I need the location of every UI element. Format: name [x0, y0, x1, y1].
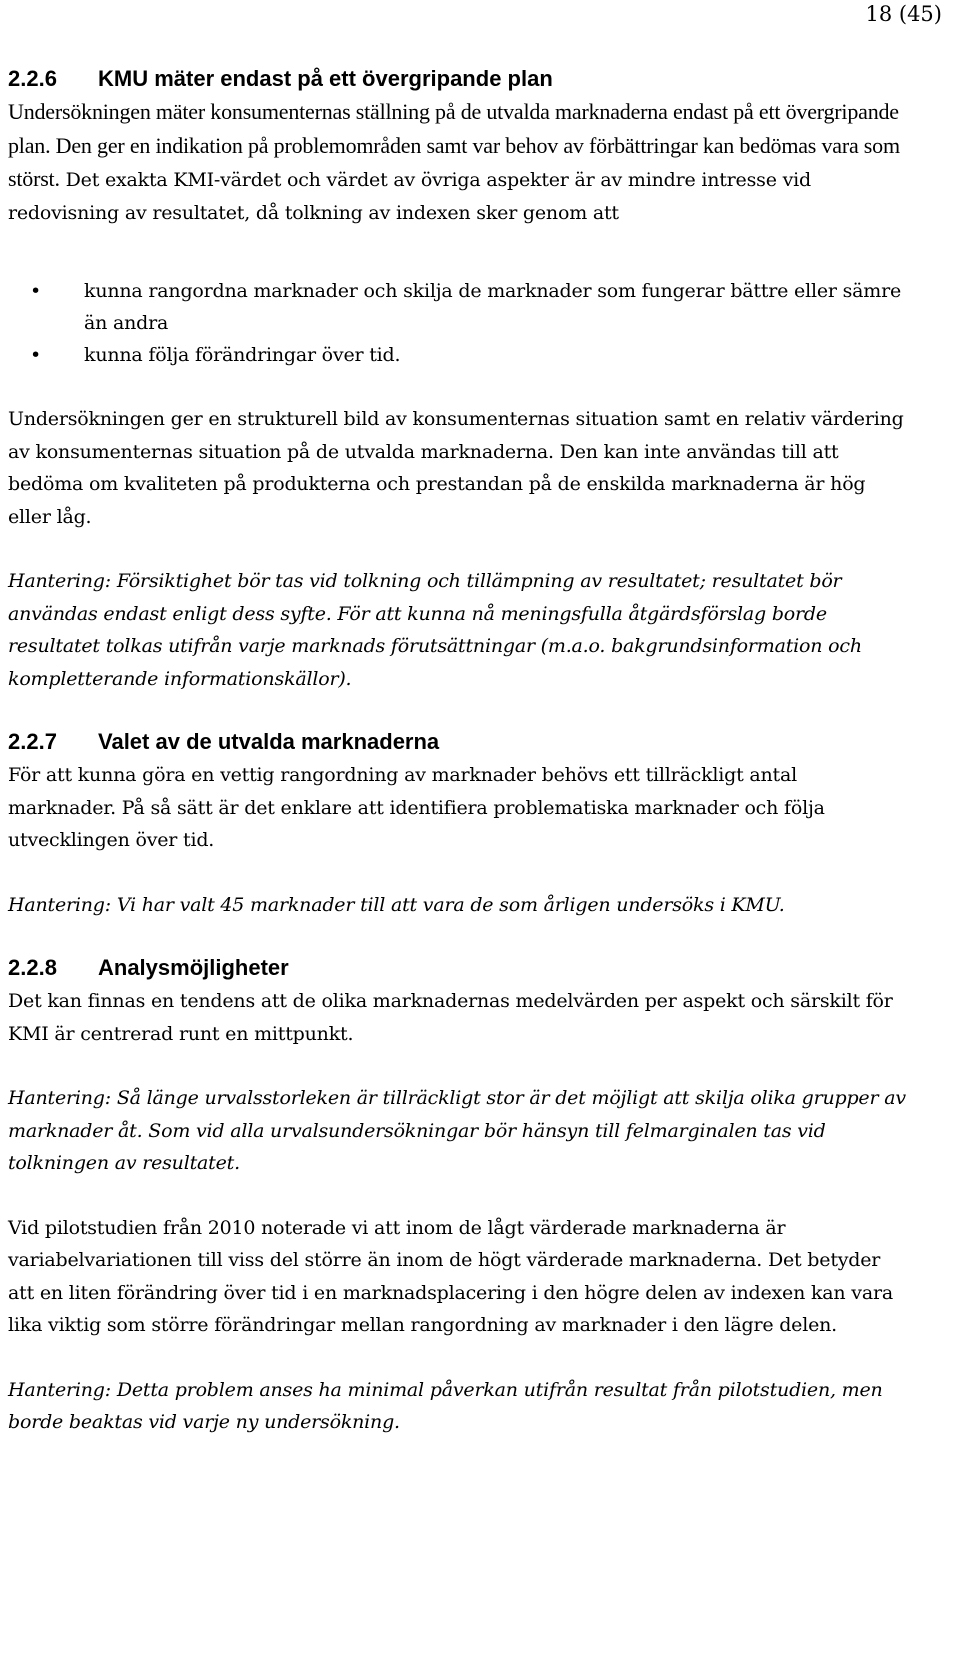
section-title: KMU mäter endast på ett övergripande plan: [98, 66, 553, 91]
body-paragraph: Det kan finnas en tendens att de olika marknadernas medelvärden per aspekt och särskilt för KMI är centrerad runt en mittpunkt.: [8, 990, 893, 1045]
section-number: 2.2.8: [8, 955, 57, 980]
section-2-2-6: [8, 62, 908, 695]
handling-note: Hantering: Så länge urvalsstorleken är tillräckligt stor är det möjligt att skilja olika grupper av marknader åt. Som vid alla urvalsundersökningar bör hänsyn till felmarginalen tas vid tolkningen av resultatet.: [8, 1087, 906, 1174]
section-title: Valet av de utvalda marknaderna: [98, 729, 440, 754]
section-title: Analysmöjligheter: [98, 955, 289, 980]
bullet-icon: •: [30, 344, 42, 366]
body-paragraph: Undersökningen ger en strukturell bild av konsumenternas situation samt en relativ värdering av konsumenternas situation på de utvalda marknaderna. Den kan inte användas till att bedöma om kvaliteten på produkterna och prestandan på de enskilda marknaderna är hög eller låg.: [8, 408, 904, 528]
body-paragraph: Vid pilotstudien från 2010 noterade vi att inom de lågt värderade marknaderna är variabelvariationen till viss del större än inom de högt värderade marknaderna. Det betyder att en liten förändring över tid i en marknadsplacering i den högre delen av indexen kan vara lika viktig som större förändringar mellan rangordning av marknader i den lägre delen.: [8, 1216, 893, 1336]
handling-note: Hantering: Detta problem anses ha minimal påverkan utifrån resultat från pilotstudien, men borde beaktas vid varje ny undersökning.: [8, 1378, 883, 1433]
section-heading: [8, 725, 908, 759]
page-content: [8, 62, 908, 1439]
body-paragraph: För att kunna göra en vettig rangordning av marknader behövs ett tillräckligt antal marknader. På så sätt är det enklare att identifiera problematiska marknader och följa utvecklingen över tid.: [8, 764, 825, 851]
handling-note: Hantering: Försiktighet bör tas vid tolkning och tillämpning av resultatet; resultatet bör användas endast enligt dess syfte. För att kunna nå meningsfulla åtgärdsförslag borde resultatet tolkas utifrån varje marknads förutsättningar (m.a.o. bakgrundsinformation och kompletterande informationskällor).: [8, 570, 862, 690]
list-item: • kunna följa förändringar över tid.: [8, 339, 908, 371]
intro-text-continued: Det exakta KMI-värdet och värdet av övriga aspekter är av mindre intresse vid redovisning av resultatet, då tolkning av indexen sker genom att: [8, 169, 811, 224]
page-number: 18 (45): [865, 2, 942, 26]
section-number: 2.2.6: [8, 66, 57, 91]
section-heading: [8, 62, 908, 96]
section-2-2-8: [8, 951, 908, 1439]
bullet-icon: •: [30, 280, 42, 302]
body-paragraph: [8, 96, 908, 229]
section-number: 2.2.7: [8, 729, 57, 754]
section-heading: [8, 951, 908, 985]
handling-note: Hantering: Vi har valt 45 marknader till att vara de som årligen undersöks i KMU.: [8, 893, 785, 916]
intro-text: Undersökningen mäter konsumenternas ställning på de utvalda marknaderna endast på ett övergripande plan. Den ger en indikation på problemområden samt var behov av förbättringar kan bedömas vara som störst.: [8, 99, 900, 191]
list-item: • kunna rangordna marknader och skilja de marknader som fungerar bättre eller sämre än andra: [8, 275, 908, 339]
bullet-list: [8, 275, 908, 371]
section-2-2-7: [8, 725, 908, 921]
